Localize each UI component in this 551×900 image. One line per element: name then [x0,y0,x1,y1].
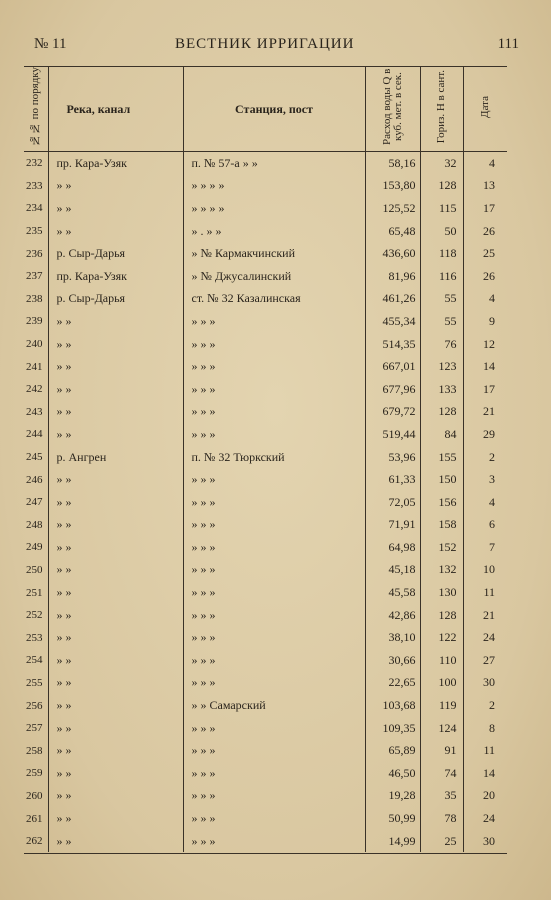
date-cell: 4 [489,291,495,306]
row-number-cell: 261 [24,807,48,830]
level-cell: 84 [420,423,463,446]
river-cell: » » [48,355,183,378]
level-cell: 118 [420,242,463,265]
row-number-cell: 256 [24,694,48,717]
discharge-cell: 46,50 [365,762,420,785]
river-cell: » » [48,423,183,446]
discharge-cell: 461,26 [365,288,420,311]
row-number-cell: 254 [24,649,48,672]
river-cell: » » [48,762,183,785]
level-cell: 132 [420,559,463,582]
river-cell: » » [48,739,183,762]
station-cell: » » » [183,559,365,582]
discharge-cell: 45,58 [365,581,420,604]
river-cell: » » [48,514,183,537]
table-row [24,581,507,604]
discharge-cell: 45,18 [365,559,420,582]
row-number-cell: 262 [24,830,48,853]
date-cell: 27 [483,652,495,667]
date-cell: 4 [489,155,495,170]
discharge-cell: 65,48 [365,220,420,243]
table-row [24,649,507,672]
station-cell: » » » [183,401,365,424]
date-cell: 14 [483,359,495,374]
table-row [24,378,507,401]
river-cell: » » [48,310,183,333]
table-row [24,762,507,785]
discharge-cell: 667,01 [365,355,420,378]
table-row [24,197,507,220]
date-cell: 7 [489,539,495,554]
row-number-cell: 233 [24,175,48,198]
date-cell: 26 [483,268,495,283]
page-number: 111 [497,36,519,52]
table-row [24,739,507,762]
date-cell: 20 [483,788,495,803]
station-cell: » » » [183,491,365,514]
table-row [24,604,507,627]
date-cell: 4 [489,494,495,509]
river-cell: » » [48,536,183,559]
level-cell: 128 [420,604,463,627]
date-cell: 2 [489,449,495,464]
level-cell: 128 [420,175,463,198]
discharge-cell: 109,35 [365,717,420,740]
station-cell: » » » [183,649,365,672]
discharge-cell: 14,99 [365,830,420,853]
level-cell: 55 [420,310,463,333]
row-number-cell: 249 [24,536,48,559]
station-cell: » » » [183,378,365,401]
journal-title: ВЕСТНИК ИРРИГАЦИИ [175,36,355,52]
row-number-cell: 241 [24,355,48,378]
row-number-cell: 245 [24,446,48,469]
station-cell: » » » [183,785,365,808]
table-row [24,401,507,424]
row-number-cell: 244 [24,423,48,446]
table-row [24,559,507,582]
date-cell: 10 [483,562,495,577]
date-cell: 24 [483,630,495,645]
river-cell: » » [48,626,183,649]
river-cell: » » [48,785,183,808]
level-cell: 119 [420,694,463,717]
date-cell: 6 [489,517,495,532]
level-cell: 152 [420,536,463,559]
level-cell: 91 [420,739,463,762]
discharge-cell: 19,28 [365,785,420,808]
station-cell: » » » [183,807,365,830]
river-cell: » » [48,175,183,198]
station-cell: » » » » [183,175,365,198]
column-header-river: Река, канал [48,67,183,152]
station-cell: » » » [183,739,365,762]
river-cell: » » [48,581,183,604]
table-header-row [24,67,507,152]
row-number-cell: 252 [24,604,48,627]
row-number-cell: 259 [24,762,48,785]
level-cell: 123 [420,355,463,378]
date-cell: 30 [483,833,495,848]
discharge-cell: 153,80 [365,175,420,198]
discharge-table [24,66,507,854]
river-cell: » » [48,672,183,695]
table-row [24,717,507,740]
date-cell: 11 [483,585,495,600]
column-header-level: Гориз. H в сант. [420,67,463,152]
level-cell: 155 [420,446,463,469]
date-cell: 2 [489,698,495,713]
row-number-cell: 237 [24,265,48,288]
discharge-cell: 50,99 [365,807,420,830]
discharge-cell: 514,35 [365,333,420,356]
level-cell: 35 [420,785,463,808]
discharge-cell: 125,52 [365,197,420,220]
river-cell: » » [48,220,183,243]
date-cell: 3 [489,472,495,487]
level-cell: 115 [420,197,463,220]
running-head [30,36,523,56]
row-number-cell: 248 [24,514,48,537]
station-cell: » » » [183,333,365,356]
row-number-cell: 236 [24,242,48,265]
table-row [24,175,507,198]
river-cell: пр. Кара-Узяк [48,152,183,175]
row-number-cell: 257 [24,717,48,740]
date-cell: 12 [483,336,495,351]
table-row [24,672,507,695]
date-cell: 11 [483,743,495,758]
table-row [24,785,507,808]
level-cell: 150 [420,468,463,491]
table-row [24,807,507,830]
row-number-cell: 246 [24,468,48,491]
station-cell: » » Самарский [183,694,365,717]
river-cell: » » [48,694,183,717]
date-cell: 17 [483,200,495,215]
row-number-cell: 234 [24,197,48,220]
table-row [24,265,507,288]
river-cell: р. Сыр-Дарья [48,288,183,311]
river-cell: » » [48,378,183,401]
station-cell: » . » » [183,220,365,243]
discharge-cell: 679,72 [365,401,420,424]
discharge-cell: 58,16 [365,152,420,175]
table-row [24,220,507,243]
station-cell: » » » [183,536,365,559]
level-cell: 74 [420,762,463,785]
discharge-cell: 71,91 [365,514,420,537]
discharge-cell: 455,34 [365,310,420,333]
discharge-cell: 65,89 [365,739,420,762]
discharge-cell: 22,65 [365,672,420,695]
date-cell: 9 [489,313,495,328]
discharge-cell: 81,96 [365,265,420,288]
station-cell: » » » [183,672,365,695]
table-row [24,514,507,537]
table-row [24,491,507,514]
table-row [24,310,507,333]
discharge-cell: 519,44 [365,423,420,446]
level-cell: 158 [420,514,463,537]
table-row [24,446,507,469]
station-cell: » » » [183,581,365,604]
date-cell: 8 [489,720,495,735]
station-cell: » » » [183,468,365,491]
discharge-cell: 30,66 [365,649,420,672]
level-cell: 124 [420,717,463,740]
river-cell: » » [48,604,183,627]
river-cell: » » [48,717,183,740]
table-row [24,333,507,356]
station-cell: » » » [183,423,365,446]
river-cell: » » [48,333,183,356]
level-cell: 116 [420,265,463,288]
discharge-cell: 61,33 [365,468,420,491]
discharge-cell: 72,05 [365,491,420,514]
column-header-discharge: Расход воды Q в куб. мет. в сек. [365,67,420,152]
date-cell: 14 [483,765,495,780]
river-cell: » » [48,197,183,220]
station-cell: » № Джусалинский [183,265,365,288]
level-cell: 55 [420,288,463,311]
river-cell: » » [48,401,183,424]
date-cell: 21 [483,607,495,622]
station-cell: » » » [183,514,365,537]
date-cell: 26 [483,223,495,238]
row-number-cell: 258 [24,739,48,762]
table-row [24,830,507,853]
discharge-cell: 103,68 [365,694,420,717]
level-cell: 122 [420,626,463,649]
date-cell: 30 [483,675,495,690]
station-cell: » » » [183,310,365,333]
river-cell: » » [48,559,183,582]
level-cell: 25 [420,830,463,853]
date-cell: 13 [483,178,495,193]
column-header-station: Станция, пост [183,67,365,152]
station-cell: » » » [183,762,365,785]
row-number-cell: 240 [24,333,48,356]
date-cell: 17 [483,381,495,396]
station-cell: » » » [183,717,365,740]
table-row [24,355,507,378]
discharge-cell: 38,10 [365,626,420,649]
river-cell: » » [48,807,183,830]
row-number-cell: 235 [24,220,48,243]
issue-number: № 11 [34,36,67,52]
level-cell: 128 [420,401,463,424]
station-cell: » » » [183,355,365,378]
row-number-cell: 260 [24,785,48,808]
table-row [24,152,507,175]
date-cell: 29 [483,426,495,441]
level-cell: 32 [420,152,463,175]
discharge-cell: 53,96 [365,446,420,469]
discharge-cell: 677,96 [365,378,420,401]
station-cell: » » » » [183,197,365,220]
river-cell: пр. Кара-Узяк [48,265,183,288]
row-number-cell: 250 [24,559,48,582]
row-number-cell: 239 [24,310,48,333]
row-number-cell: 251 [24,581,48,604]
date-cell: 21 [483,404,495,419]
station-cell: ст. № 32 Казалинская [183,288,365,311]
station-cell: п. № 57-а » » [183,152,365,175]
river-cell: » » [48,830,183,853]
river-cell: р. Ангрен [48,446,183,469]
discharge-cell: 436,60 [365,242,420,265]
station-cell: » » » [183,830,365,853]
column-header-number: №№ по порядку [24,67,48,152]
table-row [24,626,507,649]
table-row [24,536,507,559]
station-cell: » » » [183,604,365,627]
date-cell: 25 [483,246,495,261]
table-row [24,288,507,311]
row-number-cell: 255 [24,672,48,695]
row-number-cell: 253 [24,626,48,649]
table-row [24,423,507,446]
table-row [24,468,507,491]
station-cell: п. № 32 Тюркский [183,446,365,469]
station-cell: » » » [183,626,365,649]
level-cell: 100 [420,672,463,695]
level-cell: 110 [420,649,463,672]
table-row [24,242,507,265]
row-number-cell: 247 [24,491,48,514]
row-number-cell: 243 [24,401,48,424]
station-cell: » № Кармакчинский [183,242,365,265]
level-cell: 78 [420,807,463,830]
row-number-cell: 242 [24,378,48,401]
level-cell: 50 [420,220,463,243]
river-cell: » » [48,491,183,514]
discharge-cell: 42,86 [365,604,420,627]
column-header-date: Дата [463,67,507,152]
river-cell: р. Сыр-Дарья [48,242,183,265]
level-cell: 133 [420,378,463,401]
level-cell: 130 [420,581,463,604]
level-cell: 156 [420,491,463,514]
row-number-cell: 238 [24,288,48,311]
river-cell: » » [48,468,183,491]
table-row [24,694,507,717]
row-number-cell: 232 [24,152,48,175]
river-cell: » » [48,649,183,672]
level-cell: 76 [420,333,463,356]
date-cell: 24 [483,811,495,826]
discharge-cell: 64,98 [365,536,420,559]
